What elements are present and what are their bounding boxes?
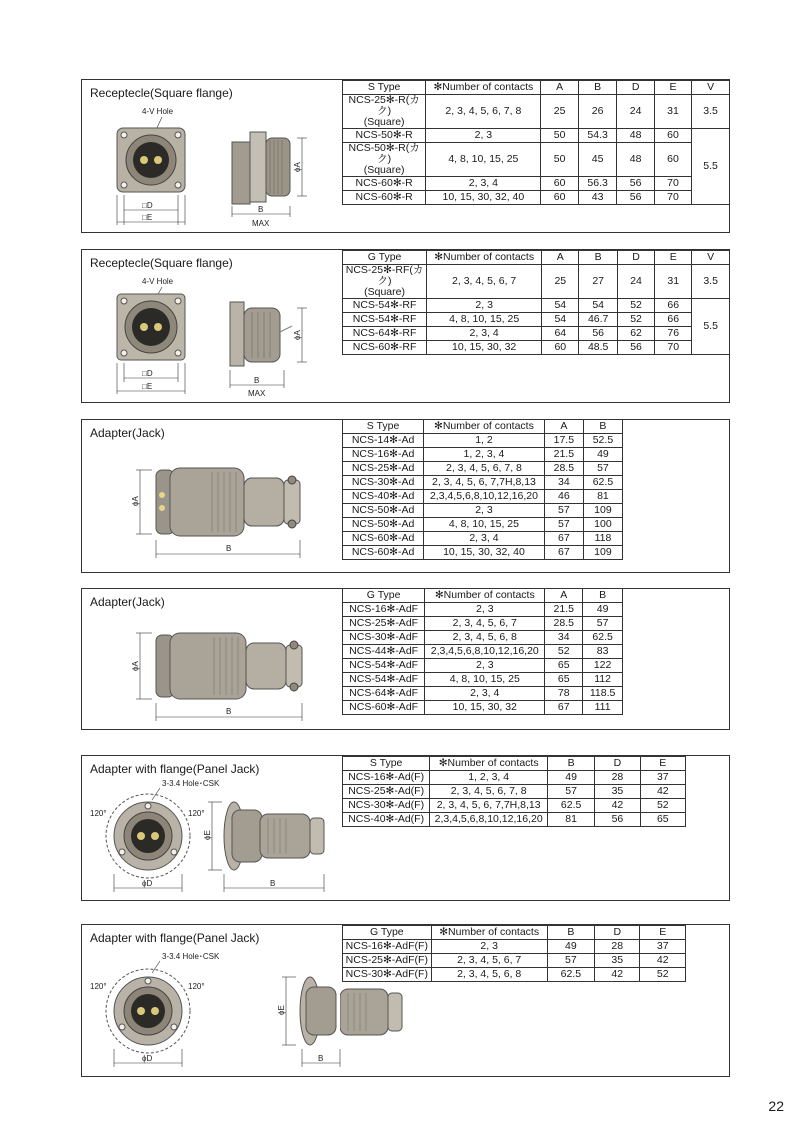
col-header: E — [640, 926, 686, 940]
value-cell: 3.5 — [692, 265, 730, 299]
value-cell: 60 — [542, 341, 579, 355]
col-header: S Type — [343, 420, 424, 434]
value-cell: 49 — [547, 940, 594, 954]
type-cell: NCS-60✻-R — [343, 191, 426, 205]
value-cell: 57 — [544, 518, 583, 532]
type-cell: NCS-64✻-RF — [343, 327, 427, 341]
d-label: ϕD — [142, 1054, 153, 1063]
type-cell: NCS-50✻-R — [343, 129, 426, 143]
value-cell: 49 — [583, 603, 623, 617]
contacts-cell: 4, 8, 10, 15, 25 — [426, 143, 541, 177]
contacts-cell: 2, 3, 4, 5, 6, 7,7H,8,13 — [424, 476, 545, 490]
hole-label: 4-V Hole — [142, 107, 174, 116]
col-header: B — [579, 251, 618, 265]
value-cell: 66 — [655, 299, 692, 313]
table-row — [343, 143, 730, 177]
d-label: □D — [142, 201, 153, 210]
hole-label: 3-3.4 Hole･CSK — [162, 779, 220, 788]
table-row — [343, 701, 623, 715]
e-label: □E — [142, 382, 153, 391]
contacts-cell: 2, 3, 4, 5, 6, 7, 8 — [426, 95, 541, 129]
col-header: V — [692, 251, 730, 265]
contacts-cell: 2,3,4,5,6,8,10,12,16,20 — [424, 490, 545, 504]
type-cell: NCS-50✻-Ad — [343, 504, 424, 518]
value-cell: 62.5 — [583, 476, 622, 490]
type-cell: NCS-50✻-R(カク) (Square) — [343, 143, 426, 177]
col-header: A — [542, 251, 579, 265]
b-label: B — [270, 879, 276, 888]
value-cell: 42 — [595, 968, 640, 982]
contacts-cell: 2, 3 — [424, 504, 545, 518]
contacts-cell: 10, 15, 30, 32 — [425, 701, 545, 715]
col-header: D — [617, 81, 654, 95]
table-row — [343, 659, 623, 673]
table-row — [343, 177, 730, 191]
contacts-cell: 4, 8, 10, 15, 25 — [425, 673, 545, 687]
section-title: Receptecle(Square flange) — [90, 256, 233, 270]
type-cell: NCS-14✻-Ad — [343, 434, 424, 448]
table-body — [343, 603, 623, 715]
value-cell: 34 — [544, 476, 583, 490]
page-number: 22 — [768, 1098, 784, 1114]
a-label: ϕA — [131, 661, 140, 671]
b-label: B — [258, 205, 264, 214]
deg-label-left: 120° — [90, 809, 107, 818]
value-cell: 52.5 — [583, 434, 622, 448]
value-cell: 109 — [583, 504, 622, 518]
contacts-cell: 2, 3, 4, 5, 6, 7, 8 — [430, 785, 548, 799]
col-header: E — [655, 251, 692, 265]
max-label: MAX — [252, 219, 270, 228]
section-title: Adapter(Jack) — [90, 595, 165, 609]
type-cell: NCS-50✻-Ad — [343, 518, 424, 532]
col-header: G Type — [343, 251, 427, 265]
type-cell: NCS-25✻-Ad(F) — [343, 785, 430, 799]
receptacle-square-flange-drawing — [102, 102, 342, 230]
col-header: ✻Number of contacts — [425, 589, 545, 603]
value-cell: 24 — [617, 95, 654, 129]
value-cell: 27 — [579, 265, 618, 299]
table-row — [343, 462, 623, 476]
value-cell: 42 — [640, 954, 686, 968]
value-cell: 56.3 — [578, 177, 617, 191]
col-header: ✻Number of contacts — [426, 81, 541, 95]
value-cell: 21.5 — [544, 448, 583, 462]
value-cell: 48.5 — [579, 341, 618, 355]
value-cell: 78 — [545, 687, 583, 701]
value-cell: 52 — [617, 313, 654, 327]
col-header: ✻Number of contacts — [431, 926, 547, 940]
value-cell: 37 — [640, 771, 685, 785]
value-cell: 56 — [595, 813, 640, 827]
value-cell: 65 — [545, 659, 583, 673]
value-cell: 37 — [640, 940, 686, 954]
type-cell: NCS-64✻-AdF — [343, 687, 425, 701]
value-cell: 31 — [655, 265, 692, 299]
contacts-cell: 2,3,4,5,6,8,10,12,16,20 — [430, 813, 548, 827]
b-label: B — [226, 544, 232, 553]
value-cell: 24 — [617, 265, 654, 299]
value-cell: 62.5 — [583, 631, 623, 645]
contacts-cell: 10, 15, 30, 32, 40 — [424, 546, 545, 560]
type-cell: NCS-25✻-RF(カク) (Square) — [343, 265, 427, 299]
type-cell: NCS-25✻-AdF — [343, 617, 425, 631]
col-header: B — [548, 757, 595, 771]
value-cell: 65 — [640, 813, 685, 827]
value-cell: 26 — [578, 95, 617, 129]
section-title: Adapter with flange(Panel Jack) — [90, 762, 260, 776]
type-cell: NCS-60✻-Ad — [343, 532, 424, 546]
value-cell: 54.3 — [578, 129, 617, 143]
value-cell: 42 — [595, 799, 640, 813]
value-cell: 43 — [578, 191, 617, 205]
table-row — [343, 631, 623, 645]
value-cell: 64 — [542, 327, 579, 341]
value-cell: 70 — [654, 177, 691, 191]
value-cell: 60 — [654, 129, 691, 143]
a-label: ϕA — [293, 330, 302, 340]
panel-jack-side-drawing — [340, 977, 440, 1057]
table-row — [343, 504, 623, 518]
table-row — [343, 434, 623, 448]
value-cell: 49 — [583, 448, 622, 462]
value-cell: 50 — [541, 143, 578, 177]
value-cell: 52 — [640, 968, 686, 982]
value-cell: 60 — [541, 177, 578, 191]
contacts-cell: 1, 2 — [424, 434, 545, 448]
table-row — [343, 327, 730, 341]
table-row — [343, 95, 730, 129]
value-cell: 56 — [579, 327, 618, 341]
type-cell: NCS-30✻-AdF(F) — [343, 968, 432, 982]
col-header: E — [654, 81, 691, 95]
type-cell: NCS-54✻-RF — [343, 313, 427, 327]
spec-table-panel-jack-g — [342, 925, 686, 982]
value-cell: 52 — [640, 799, 685, 813]
a-label: ϕA — [293, 162, 302, 172]
value-cell: 67 — [544, 532, 583, 546]
table-row — [343, 687, 623, 701]
table-row — [343, 785, 686, 799]
value-cell: 48 — [617, 129, 654, 143]
contacts-cell: 2, 3, 4, 5, 6, 8 — [425, 631, 545, 645]
contacts-cell: 10, 15, 30, 32, 40 — [426, 191, 541, 205]
deg-label-right: 120° — [188, 809, 205, 818]
deg-label-right: 120° — [188, 982, 205, 991]
table-row — [343, 617, 623, 631]
spec-table-panel-jack-s — [342, 756, 686, 827]
col-header: ✻Number of contacts — [427, 251, 542, 265]
col-header: D — [595, 926, 640, 940]
table-row — [343, 313, 730, 327]
table-row — [343, 645, 623, 659]
adapter-jack-drawing — [122, 617, 342, 727]
col-header: G Type — [343, 926, 432, 940]
col-header: D — [617, 251, 654, 265]
col-header: G Type — [343, 589, 425, 603]
table-row — [343, 476, 623, 490]
table-row — [343, 954, 686, 968]
type-cell: NCS-54✻-RF — [343, 299, 427, 313]
table-row — [343, 603, 623, 617]
value-cell: 35 — [595, 785, 640, 799]
section-title: Adapter with flange(Panel Jack) — [90, 931, 260, 945]
value-cell: 45 — [578, 143, 617, 177]
contacts-cell: 2, 3, 4, 5, 6, 7, 8 — [424, 462, 545, 476]
value-cell: 66 — [655, 313, 692, 327]
value-cell: 21.5 — [545, 603, 583, 617]
value-cell: 112 — [583, 673, 623, 687]
hole-label: 4-V Hole — [142, 277, 174, 286]
col-header: ✻Number of contacts — [430, 757, 548, 771]
type-cell: NCS-54✻-AdF — [343, 659, 425, 673]
col-header: S Type — [343, 81, 426, 95]
contacts-cell: 2, 3, 4, 5, 6, 7 — [425, 617, 545, 631]
contacts-cell: 2, 3, 4, 5, 6, 7,7H,8,13 — [430, 799, 548, 813]
d-label: ϕD — [142, 879, 153, 888]
b-label: B — [226, 707, 232, 716]
value-cell: 57 — [544, 504, 583, 518]
value-cell: 5.5 — [692, 299, 730, 355]
contacts-cell: 2, 3, 4 — [427, 327, 542, 341]
type-cell: NCS-60✻-R — [343, 177, 426, 191]
value-cell: 122 — [583, 659, 623, 673]
col-header: A — [544, 420, 583, 434]
value-cell: 70 — [654, 191, 691, 205]
col-header: A — [545, 589, 583, 603]
value-cell: 46 — [544, 490, 583, 504]
value-cell: 67 — [545, 701, 583, 715]
max-label: MAX — [248, 389, 266, 398]
value-cell: 62 — [617, 327, 654, 341]
table-row — [343, 518, 623, 532]
b-label: B — [318, 1054, 324, 1063]
panel-jack-drawing — [82, 945, 342, 1075]
value-cell: 3.5 — [692, 95, 730, 129]
panel-jack-drawing — [82, 774, 342, 900]
value-cell: 25 — [541, 95, 578, 129]
contacts-cell: 2, 3 — [431, 940, 547, 954]
a-label: ϕA — [131, 496, 140, 506]
value-cell: 83 — [583, 645, 623, 659]
value-cell: 54 — [579, 299, 618, 313]
value-cell: 28 — [595, 940, 640, 954]
table-row — [343, 341, 730, 355]
value-cell: 118 — [583, 532, 622, 546]
col-header: V — [692, 81, 730, 95]
value-cell: 56 — [617, 341, 654, 355]
value-cell: 81 — [548, 813, 595, 827]
value-cell: 81 — [583, 490, 622, 504]
spec-table-adapter-jack-g — [342, 588, 623, 715]
value-cell: 28.5 — [544, 462, 583, 476]
value-cell: 50 — [541, 129, 578, 143]
value-cell: 56 — [617, 191, 654, 205]
value-cell: 35 — [595, 954, 640, 968]
value-cell: 25 — [542, 265, 579, 299]
value-cell: 5.5 — [692, 129, 730, 205]
table-row — [343, 940, 686, 954]
value-cell: 67 — [544, 546, 583, 560]
table-row — [343, 448, 623, 462]
table-row — [343, 968, 686, 982]
value-cell: 109 — [583, 546, 622, 560]
table-body — [343, 434, 623, 560]
value-cell: 111 — [583, 701, 623, 715]
table-row — [343, 490, 623, 504]
col-header: ✻Number of contacts — [424, 420, 545, 434]
value-cell: 28 — [595, 771, 640, 785]
b-label: B — [254, 376, 260, 385]
contacts-cell: 2, 3 — [425, 603, 545, 617]
type-cell: NCS-25✻-R(カク) (Square) — [343, 95, 426, 129]
value-cell: 49 — [548, 771, 595, 785]
contacts-cell: 2, 3 — [427, 299, 542, 313]
spec-table-adapter-jack-s — [342, 419, 623, 560]
e-label: ϕE — [203, 830, 212, 840]
value-cell: 57 — [583, 462, 622, 476]
type-cell: NCS-25✻-Ad — [343, 462, 424, 476]
type-cell: NCS-16✻-AdF(F) — [343, 940, 432, 954]
contacts-cell: 2, 3, 4 — [425, 687, 545, 701]
type-cell: NCS-16✻-Ad(F) — [343, 771, 430, 785]
e-label: ϕE — [277, 1005, 286, 1015]
contacts-cell: 2, 3, 4, 5, 6, 7 — [431, 954, 547, 968]
value-cell: 76 — [655, 327, 692, 341]
col-header: A — [541, 81, 578, 95]
type-cell: NCS-60✻-RF — [343, 341, 427, 355]
table-row — [343, 129, 730, 143]
value-cell: 17.5 — [544, 434, 583, 448]
value-cell: 48 — [617, 143, 654, 177]
value-cell: 60 — [654, 143, 691, 177]
contacts-cell: 1, 2, 3, 4 — [430, 771, 548, 785]
table-row — [343, 191, 730, 205]
contacts-cell: 4, 8, 10, 15, 25 — [424, 518, 545, 532]
contacts-cell: 2, 3, 4, 5, 6, 8 — [431, 968, 547, 982]
table-row — [343, 546, 623, 560]
value-cell: 34 — [545, 631, 583, 645]
spec-table-receptacle-s — [342, 80, 730, 205]
type-cell: NCS-25✻-AdF(F) — [343, 954, 432, 968]
value-cell: 57 — [547, 954, 594, 968]
contacts-cell: 4, 8, 10, 15, 25 — [427, 313, 542, 327]
col-header: B — [547, 926, 594, 940]
section-title: Adapter(Jack) — [90, 426, 165, 440]
value-cell: 70 — [655, 341, 692, 355]
type-cell: NCS-54✻-AdF — [343, 673, 425, 687]
value-cell: 52 — [545, 645, 583, 659]
value-cell: 60 — [541, 191, 578, 205]
d-label: □D — [142, 369, 153, 378]
value-cell: 28.5 — [545, 617, 583, 631]
col-header: D — [595, 757, 640, 771]
type-cell: NCS-44✻-AdF — [343, 645, 425, 659]
contacts-cell: 1, 2, 3, 4 — [424, 448, 545, 462]
deg-label-left: 120° — [90, 982, 107, 991]
value-cell: 54 — [542, 299, 579, 313]
type-cell: NCS-16✻-AdF — [343, 603, 425, 617]
table-row — [343, 813, 686, 827]
type-cell: NCS-16✻-Ad — [343, 448, 424, 462]
contacts-cell: 2, 3, 4 — [424, 532, 545, 546]
value-cell: 54 — [542, 313, 579, 327]
table-row — [343, 673, 623, 687]
value-cell: 31 — [654, 95, 691, 129]
table-row — [343, 799, 686, 813]
value-cell: 65 — [545, 673, 583, 687]
contacts-cell: 10, 15, 30, 32 — [427, 341, 542, 355]
value-cell: 52 — [617, 299, 654, 313]
col-header: B — [583, 420, 622, 434]
value-cell: 118.5 — [583, 687, 623, 701]
type-cell: NCS-30✻-AdF — [343, 631, 425, 645]
contacts-cell: 2,3,4,5,6,8,10,12,16,20 — [425, 645, 545, 659]
type-cell: NCS-30✻-Ad — [343, 476, 424, 490]
contacts-cell: 2, 3, 4, 5, 6, 7 — [427, 265, 542, 299]
value-cell: 100 — [583, 518, 622, 532]
table-row — [343, 771, 686, 785]
value-cell: 62.5 — [548, 799, 595, 813]
spec-table-receptacle-g — [342, 250, 730, 355]
table-body — [343, 940, 686, 982]
value-cell: 42 — [640, 785, 685, 799]
value-cell: 56 — [617, 177, 654, 191]
col-header: B — [583, 589, 623, 603]
contacts-cell: 2, 3, 4 — [426, 177, 541, 191]
type-cell: NCS-40✻-Ad(F) — [343, 813, 430, 827]
value-cell: 57 — [548, 785, 595, 799]
table-row — [343, 299, 730, 313]
type-cell: NCS-30✻-Ad(F) — [343, 799, 430, 813]
contacts-cell: 2, 3 — [426, 129, 541, 143]
receptacle-square-flange-drawing — [102, 272, 342, 400]
contacts-cell: 2, 3 — [425, 659, 545, 673]
value-cell: 46.7 — [579, 313, 618, 327]
col-header: E — [640, 757, 685, 771]
table-row — [343, 532, 623, 546]
type-cell: NCS-60✻-AdF — [343, 701, 425, 715]
value-cell: 57 — [583, 617, 623, 631]
adapter-jack-drawing — [122, 450, 342, 570]
col-header: S Type — [343, 757, 430, 771]
section-title: Receptecle(Square flange) — [90, 86, 233, 100]
type-cell: NCS-40✻-Ad — [343, 490, 424, 504]
table-row — [343, 265, 730, 299]
e-label: □E — [142, 213, 153, 222]
hole-label: 3-3.4 Hole･CSK — [162, 952, 220, 961]
table-body — [343, 771, 686, 827]
col-header: B — [578, 81, 617, 95]
type-cell: NCS-60✻-Ad — [343, 546, 424, 560]
value-cell: 62.5 — [547, 968, 594, 982]
